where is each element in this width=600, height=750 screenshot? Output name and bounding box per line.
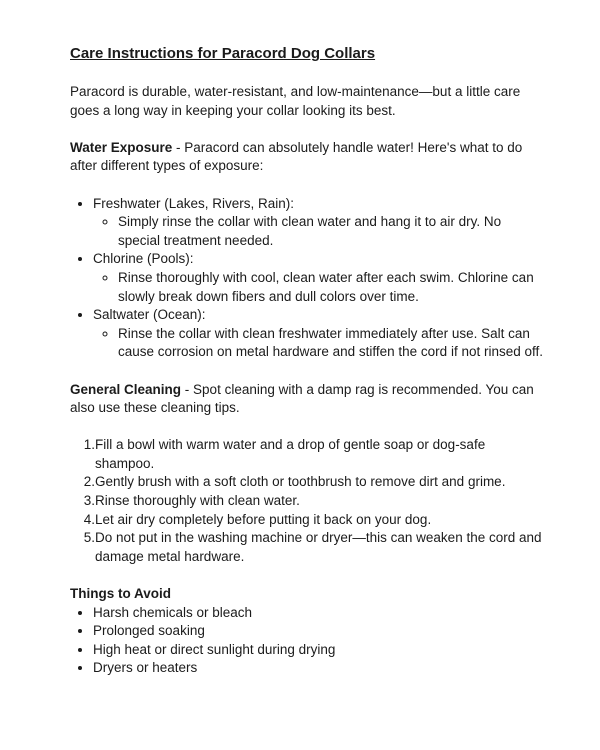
general-cleaning-paragraph (70, 381, 546, 418)
cleaning-step (95, 492, 546, 511)
avoid-item-text: Harsh chemicals or bleach (93, 604, 253, 620)
cleaning-step (95, 473, 546, 492)
water-exposure-text: - Paracord can absolutely handle water! Here's what to do after different types of exposure: (70, 139, 523, 174)
cleaning-step (95, 529, 546, 566)
document-content (70, 44, 546, 678)
avoid-item-text: Prolonged soaking (93, 623, 205, 639)
avoid-item (93, 604, 546, 623)
sub-list-item-text: Rinse thoroughly with cool, clean water after each swim. Chlorine can slowly break down fibers and dull colors over time. (118, 269, 534, 304)
document-title: Care Instructions for Paracord Dog Collars (70, 45, 376, 62)
sub-list (93, 325, 546, 362)
things-to-avoid-heading: Things to Avoid (70, 586, 171, 602)
cleaning-step-text: Do not put in the washing machine or dryer—this can weaken the cord and damage metal hardware. (95, 530, 542, 564)
list-item-label: Chlorine (Pools): (93, 251, 194, 267)
water-exposure-heading: Water Exposure (70, 139, 173, 155)
cleaning-step-text: Rinse thoroughly with clean water. (95, 493, 300, 509)
cleaning-step-text: Gently brush with a soft cloth or toothbrush to remove dirt and grime. (95, 474, 506, 490)
list-item-saltwater (93, 306, 546, 362)
sub-list (93, 269, 546, 306)
sub-list-item-text: Simply rinse the collar with clean water and hang it to air dry. No special treatment needed. (118, 214, 502, 248)
list-item-label: Saltwater (Ocean): (93, 307, 206, 323)
list-item-label: Freshwater (Lakes, Rivers, Rain): (93, 195, 295, 211)
list-item-chlorine (93, 250, 546, 306)
cleaning-step-text: Let air dry completely before putting it back on your dog. (95, 511, 432, 527)
avoid-item (93, 641, 546, 660)
general-cleaning-heading: General Cleaning (70, 381, 182, 397)
avoid-item (93, 622, 546, 641)
cleaning-steps-list (70, 436, 546, 566)
cleaning-step (95, 436, 546, 473)
general-cleaning-text: - Spot cleaning with a damp rag is recommended. You can also use these cleaning tips. (70, 381, 534, 416)
cleaning-step (95, 511, 546, 530)
sub-list-item (118, 269, 546, 306)
things-to-avoid-list (70, 604, 546, 678)
avoid-item-text: High heat or direct sunlight during drying (93, 641, 336, 657)
list-item-freshwater (93, 195, 546, 251)
intro-paragraph: Paracord is durable, water-resistant, and low-maintenance—but a little care goes a long way in keeping your collar looking its best. (70, 84, 521, 118)
sub-list-item (118, 213, 546, 250)
sub-list-item-text: Rinse the collar with clean freshwater immediately after use. Salt can cause corrosion on metal hardware and stiffen the cord if not rinsed off. (118, 325, 543, 360)
avoid-item-text: Dryers or heaters (93, 660, 198, 676)
water-exposure-paragraph (70, 139, 546, 176)
avoid-item (93, 659, 546, 678)
sub-list-item (118, 325, 546, 362)
sub-list (93, 213, 546, 250)
water-exposure-list (70, 195, 546, 362)
cleaning-step-text: Fill a bowl with warm water and a drop of gentle soap or dog-safe shampoo. (95, 437, 486, 471)
